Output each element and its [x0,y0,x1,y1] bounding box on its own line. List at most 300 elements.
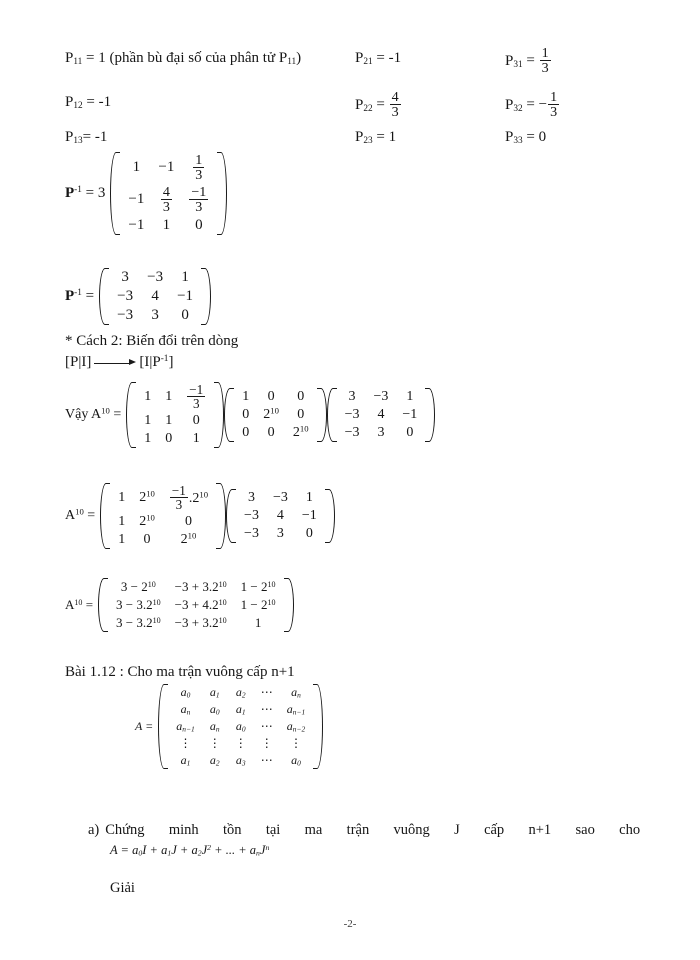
matrix-cell [179,382,213,412]
matrix-cell: −3 [147,269,164,285]
matrix-cell: −1 [128,216,145,233]
matrix-cell: −1 [128,191,145,208]
matrix-cell [280,684,312,701]
matrix-cell [202,684,228,701]
matrix-cell: 1 [118,513,126,529]
matrix-cell: 1 [406,388,414,404]
question-word: cho [619,822,641,838]
matrix-cell: 0 [297,388,305,404]
cofactor-p33 [505,129,546,146]
cofactor-p31-eq: = [526,52,535,69]
matrix-cell: −3 [344,424,360,440]
matrix-cell: −3 [117,307,134,323]
matrix-cell: −3 [272,489,288,505]
formula-lhs: A = [110,843,129,857]
fraction-denominator: 3 [195,199,203,216]
cofactor-p23-value: = 1 [376,129,397,145]
cell-fraction [189,185,208,215]
cofactor-p22-fraction [390,90,401,120]
a10-factored-label-text: Vậy A [65,406,102,422]
power-base: 2 [263,406,271,422]
cell-text: 1 − 2 [240,597,268,612]
matrix-row [338,406,425,424]
question-word: Chứng [105,822,145,838]
matrix-cell: 0 [267,424,275,440]
fraction-numerator: 1 [550,89,558,105]
matrix-cell [169,684,201,701]
cell-base: a [180,753,187,767]
cell-sub: n [297,690,301,700]
cell-sub: 3 [241,758,246,768]
cell-text: 1 [254,615,262,630]
matrix-row [235,424,315,442]
cell-fraction [161,185,172,215]
matrix-cell: 3 [248,489,255,505]
power-exponent: 10 [187,530,197,541]
cofactor-p23 [355,129,396,146]
cofactor-p32-label: $P_{32}$ [505,96,523,114]
matrix-row [137,430,213,448]
a10-result-matrix [98,578,294,632]
matrix-cell: 0 [195,216,203,233]
matrix-cell: 1 [144,388,152,404]
cofactor-p31-fraction [540,46,551,76]
matrix-cell [256,406,286,424]
cell-fraction [193,153,204,183]
matrix-cell [228,684,254,701]
fraction-denominator: 3 [391,104,399,121]
cofactor-p11-note-sub: 11 [287,57,297,68]
matrix-ellipsis: ⋮ [179,736,192,750]
cell-fraction [187,383,205,411]
matrix-cell: 1 [165,412,173,428]
cell-base: a [291,753,298,767]
matrix-cell [280,718,312,735]
cell-sub: 1 [241,707,246,717]
cell-sub: n−1 [182,724,195,734]
fraction-numerator: 4 [162,183,170,200]
power-exponent: 10 [270,405,279,416]
cofactor-p13-value: = -1 [82,129,108,145]
a10-result-equation [65,578,294,632]
matrix-cell [280,701,312,718]
matrix-cell [234,578,283,596]
matrix-cell [202,752,228,769]
cell-base: a [209,685,216,699]
matrix-row [235,388,315,406]
cell-exponent: 10 [218,579,227,589]
matrix-cell: 3 [151,307,159,323]
power-base: 2 [139,513,147,529]
matrix-ellipsis: ⋮ [234,736,247,750]
matrix-cell [169,752,201,769]
cofactor-p31-sub: 31 [513,59,523,70]
matrix-cell: 0 [305,525,313,541]
cofactor-p13-label: $P_{13}$ [65,129,83,147]
matrix-cell: 4 [377,406,385,422]
matrix-row [109,596,283,614]
matrix-cell [168,596,234,614]
fraction-numerator: −1 [191,183,207,200]
a10-expanded-equation [65,483,335,549]
cofactor-p32 [505,90,560,120]
formula-term-post: J [259,843,266,857]
pinv-final-label: $P^{-1}$ = [65,288,95,304]
cofactor-p11-note-end: ) [296,50,302,66]
a10-factored-matrix-1 [126,382,224,448]
matrix-cell [234,614,283,632]
matrix-cell: −3 [244,525,259,541]
cofactor-p12-label: $P_{12}$ [65,94,83,112]
cofactor-p32-eq: = [526,96,535,113]
cofactor-p21-label: $P_{21}$ [355,50,373,68]
question-a-line [88,822,640,839]
matrix-cell [280,752,312,769]
cofactor-p33-label: $P_{33}$ [505,129,523,147]
cofactor-p11-sub: 11 [73,57,83,68]
pinv-final-equals: = [85,288,95,304]
matrix-cell: 1 [181,269,189,285]
cell-exponent: 10 [218,597,227,607]
a10-factored-equation [65,382,435,448]
question-word: tại [265,822,281,838]
cofactor-p31-label: $P_{31}$ [505,52,523,70]
matrix-cell: −1 [177,288,194,304]
matrix-cell: 0 [181,307,189,323]
matrix-row [169,752,312,769]
matrix-cell: 1 [118,531,126,547]
matrix-cell: 4 [276,507,284,523]
power-exponent: 10 [299,423,309,434]
matrix-row [121,184,216,216]
cofactor-p23-sub: 23 [363,136,373,147]
power-base: 2 [139,489,147,505]
cell-exponent: 10 [267,597,276,607]
a10-factored-matrix-3 [327,388,436,442]
matrix-cell: 1 [165,388,173,404]
matrix-cell [286,424,316,442]
matrix-row [109,614,283,632]
cell-text: −3 + 4.2 [174,597,219,612]
matrix-cell: 0 [143,531,151,547]
matrix-row [111,531,215,549]
matrix-cell: 1 [162,216,171,233]
formula-term-post: J [201,843,208,857]
matrix-cell: −1 [158,159,175,176]
fraction-denominator: 3 [195,167,203,184]
pinv-scaled-equation [65,152,227,235]
matrix-row [237,489,324,507]
matrix-cell: −3 [344,406,360,422]
exercise-matrix-label [135,719,153,734]
matrix-ellipsis: ⋯ [260,702,273,716]
question-word: ma [304,822,323,838]
matrix-row [110,306,200,325]
fraction-numerator: −1 [189,382,204,397]
fraction-numerator: 4 [391,89,399,105]
cell-sub: 0 [297,758,301,768]
cell-text: 1 − 2 [240,579,268,594]
a10-expanded-label-text: A [65,507,76,523]
cofactor-p11-label: $P_{11}$ [65,50,83,68]
matrix-row [237,507,324,525]
cell-base: a [180,702,187,716]
matrix-cell: 1 [144,430,152,446]
fraction-denominator: 3 [541,60,549,77]
matrix-row [237,525,324,543]
matrix-row [121,216,216,235]
cell-sub: n−1 [292,707,306,717]
matrix-cell [132,483,162,513]
matrix-row [111,513,215,531]
cell-sub: 0 [215,707,220,717]
formula-term: a [249,843,257,857]
matrix-cell: 1 [144,412,152,428]
exercise-matrix [158,684,323,769]
formula-term-sub: 1 [167,848,172,858]
matrix-cell [169,718,201,735]
cell-exponent: 10 [147,579,156,589]
cofactor-p33-value: = 0 [526,129,547,145]
matrix-cell [202,701,228,718]
matrix-cell [162,531,215,549]
a10-expanded-matrix-2 [226,489,335,543]
cell-sub: 0 [241,724,246,734]
cell-base: a [209,719,216,733]
cell-sub: n [186,707,191,717]
matrix-cell: 0 [406,424,414,440]
cofactor-p32-sign: − [538,96,548,113]
cofactor-p12 [65,94,111,111]
question-word: vuông [393,822,430,838]
matrix-cell [228,752,254,769]
cell-exponent: 10 [267,579,276,589]
formula-term-sub: n [256,848,260,858]
fraction-numerator: 1 [195,152,203,168]
cofactor-p22-eq: = [376,96,385,113]
matrix-row [121,152,216,184]
a10-factored-label-sup: 10 [101,405,110,416]
matrix-cell: 0 [184,513,192,529]
matrix-cell: −1 [402,406,418,422]
question-word: J [454,822,460,838]
formula-term-sub: 2 [197,848,202,858]
question-a-formula [110,843,640,858]
a10-factored-equals: = [113,406,122,422]
matrix-cell [228,718,254,735]
a10-expanded-matrix-1 [100,483,226,549]
cell-sub: 1 [215,690,220,700]
cell-sub: n−2 [292,724,306,734]
matrix-cell [169,701,201,718]
arrow-right-icon [94,355,136,370]
power-exponent: 10 [146,512,155,523]
fraction-denominator: 3 [192,396,200,412]
cell-sub: 2 [241,690,246,700]
matrix-row [110,268,200,287]
pinv-scaled-scalar: 3 [97,184,106,201]
a10-result-label [65,597,93,613]
cofactor-p11-value: = 1 [86,50,106,66]
matrix-cell: 0 [297,406,305,422]
pinv-scaled-matrix [110,152,227,235]
cell-sub: n [215,724,220,734]
a10-factored-label [65,407,121,423]
formula-term-sub: 0 [138,848,143,858]
matrix-cell: −1 [301,507,317,523]
transform-right-post: ] [168,354,174,370]
cell-base: a [291,685,298,699]
cell-base: a [235,719,242,733]
matrix-cell: −3 [244,507,259,523]
cell-exponent: 10 [152,615,161,625]
formula-term: a [132,843,139,857]
cell-base: a [235,753,242,767]
matrix-cell [151,184,181,216]
matrix-cell [168,578,234,596]
matrix-cell [228,701,254,718]
cofactor-p22-sub: 22 [363,103,373,114]
cell-suffix: .2 [188,491,200,507]
pinv-scaled-label: $P^{-1} = 3$ [65,184,106,201]
matrix-cell: 1 [132,159,141,176]
matrix-cell [181,152,216,184]
question-word: minh [168,822,199,838]
pinv-scaled-equals: = [85,184,95,201]
matrix-row [137,412,213,430]
cofactor-p13-sub: 13 [73,136,83,147]
matrix-ellipsis: ⋯ [260,685,273,699]
method2-transform [65,354,173,371]
cofactor-p11-note: (phần bù đại số của phân tử P [109,50,288,66]
cofactor-p22-label: $P_{22}$ [355,96,373,114]
a10-result-label-text: A [65,597,75,612]
formula-ellipsis: + ... + [214,843,247,857]
matrix-row [169,701,312,718]
matrix-row [137,382,213,412]
matrix-cell: 0 [192,412,200,428]
a10-result-label-sup: 10 [74,597,83,607]
cofactor-p13 [65,129,107,146]
a10-expanded-equals: = [87,507,96,523]
matrix-row [111,483,215,513]
pinv-final-label-sup: -1 [74,288,82,299]
fraction-numerator: −1 [171,483,186,498]
matrix-cell: 3 [276,525,284,541]
question-word: trận [346,822,370,838]
cofactor-p21-value: = -1 [376,50,402,66]
matrix-cell: −3 [373,388,389,404]
cell-text: −3 + 3.2 [174,615,219,630]
fraction-denominator: 3 [175,497,183,513]
fraction-denominator: 3 [550,104,558,121]
matrix-row [235,406,315,424]
cell-sub: 0 [186,690,191,700]
question-marker: a) [88,822,100,838]
matrix-cell [202,718,228,735]
cell-base: a [180,685,187,699]
matrix-cell: 4 [151,288,159,304]
cell-exponent: 10 [152,597,161,607]
cofactor-p32-fraction [548,90,559,120]
a10-factored-matrix-2 [224,388,326,442]
question-a-block [88,822,640,858]
cofactor-p12-value: = -1 [86,94,112,110]
formula-term-post: J [171,843,177,857]
exercise-matrix-equals: = [145,719,154,733]
question-a-text [105,822,640,839]
cofactor-p21-sub: 21 [363,57,373,68]
matrix-cell [132,513,162,531]
matrix-row [110,287,200,306]
exercise-title: Bài 1.12 : Cho ma trận vuông cấp n+1 [65,664,295,680]
matrix-cell: 1 [305,489,313,505]
cofactor-p22 [355,90,402,120]
matrix-cell [162,483,215,513]
formula-term-sup: 2 [207,842,212,852]
cell-fraction [170,484,188,512]
cofactor-p11 [65,50,301,67]
method2-heading: * Cách 2: Biến đổi trên dòng [65,333,239,349]
matrix-cell [109,578,168,596]
cell-exponent: 10 [218,615,227,625]
cofactor-p33-sub: 33 [513,136,523,147]
exercise-matrix-equation [135,684,323,769]
matrix-row [169,684,312,701]
formula-term: + a [179,843,198,857]
matrix-cell [109,596,168,614]
matrix-cell: 3 [348,388,356,404]
matrix-ellipsis: ⋮ [289,736,302,750]
cell-base: a [286,702,293,716]
pinv-final-equation [65,268,211,325]
matrix-cell: 3 [121,269,129,285]
cell-text: −3 + 3.2 [174,579,219,594]
power-base: 2 [180,531,188,547]
question-word: cấp [484,822,505,838]
power-base: 2 [292,424,300,440]
matrix-cell: 0 [242,406,250,422]
cell-base: a [235,702,242,716]
formula-term: + a [149,843,168,857]
formula-term-sup: n [265,842,270,852]
matrix-row [109,578,283,596]
transform-right-pre: [I|P [139,354,161,370]
pinv-scaled-label-sup: -1 [74,184,82,195]
cell-text: 3 − 3.2 [116,615,153,630]
matrix-cell: 3 [377,424,385,440]
cell-base: a [176,719,183,733]
cell-text: 3 − 2 [120,579,148,594]
matrix-row [338,424,425,442]
matrix-ellipsis: ⋯ [260,753,273,767]
cofactor-p12-sub: 12 [73,101,83,112]
cell-base: a [209,753,216,767]
page-number: -2- [343,918,357,930]
cell-sub: 1 [186,758,191,768]
matrix-cell: 0 [242,424,250,440]
matrix-ellipsis: ⋮ [260,736,273,750]
cofactor-p31 [505,46,552,76]
power-exponent: 10 [146,488,155,499]
matrix-row [338,388,425,406]
matrix-cell: 0 [165,430,173,446]
cell-text: 3 − 3.2 [116,597,153,612]
matrix-cell [234,596,283,614]
question-word: n+1 [528,822,552,838]
cofactor-p21 [355,50,401,67]
matrix-ellipsis: ⋮ [208,736,221,750]
